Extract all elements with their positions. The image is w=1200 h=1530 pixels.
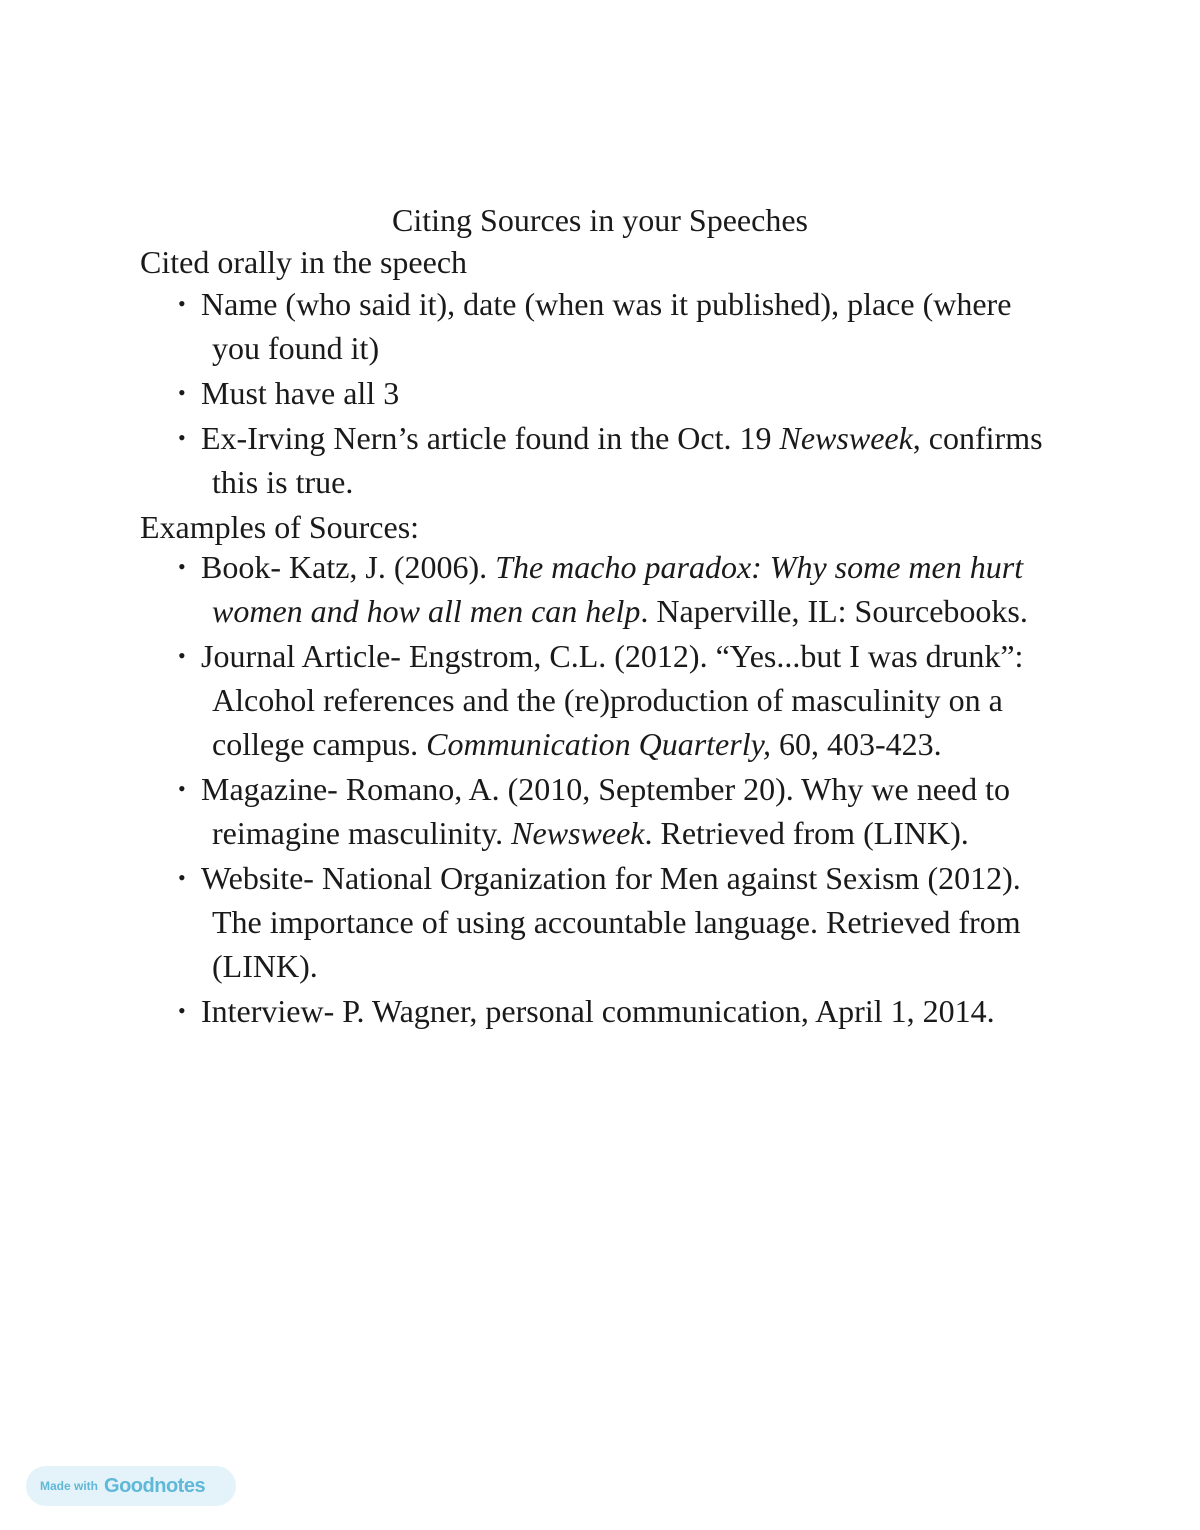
list-item xyxy=(0,856,1200,988)
text-run: Journal Article- Engstrom, C.L. (2012). “Yes...but I was drunk”: Alcohol references and the (re)production of masculinity on a college campus. xyxy=(201,638,1024,762)
list-item xyxy=(0,545,1200,633)
text-run: Website- National Organization for Men against Sexism (2012). The importance of using accountable language. Retrieved from (LINK). xyxy=(201,860,1021,984)
watermark-prefix: Made with xyxy=(40,1479,99,1493)
text-run: Name (who said it), date (when was it published), place (where you found it) xyxy=(201,286,1012,366)
bullet-icon: • xyxy=(178,425,186,450)
bullet-icon: • xyxy=(178,865,186,890)
bullet-icon: • xyxy=(178,998,186,1023)
list-item-text xyxy=(201,375,399,411)
text-run: Must have all 3 xyxy=(201,375,400,411)
text-run: . Naperville, IL: Sourcebooks. xyxy=(640,593,1028,629)
section-heading-cited-orally: Cited orally in the speech xyxy=(140,244,468,280)
bullet-icon: • xyxy=(178,554,186,579)
section-heading-examples: Examples of Sources: xyxy=(140,509,420,545)
text-run: 60, 403-423. xyxy=(771,726,942,762)
list-item xyxy=(0,371,1200,415)
list-item-text xyxy=(201,771,1010,851)
text-run: , confirms this is true. xyxy=(212,420,1043,500)
list-item-text xyxy=(201,286,1011,366)
text-run: Book- Katz, J. (2006). xyxy=(201,549,496,585)
list-item-text xyxy=(201,993,995,1029)
list-item-text xyxy=(201,860,1021,984)
list-item xyxy=(0,767,1200,855)
text-run: Interview- P. Wagner, personal communication, April 1, 2014. xyxy=(201,993,995,1029)
italic-title: Newsweek xyxy=(779,420,913,456)
list-item-text xyxy=(201,549,1028,629)
list-item-text xyxy=(201,638,1023,762)
text-run: . Retrieved from (LINK). xyxy=(644,815,969,851)
examples-list xyxy=(0,545,1200,1034)
list-item xyxy=(0,634,1200,766)
italic-title: The macho paradox: Why some men hurt women and how all men can help xyxy=(212,549,1024,629)
text-run: Ex-Irving Nern’s article found in the Oct. 19 xyxy=(201,420,780,456)
bullet-icon: • xyxy=(178,380,186,405)
text-run: Magazine- Romano, A. (2010, September 20). Why we need to reimagine masculinity. xyxy=(201,771,1010,851)
list-item xyxy=(0,282,1200,370)
page-title: Citing Sources in your Speeches xyxy=(392,202,808,238)
list-item xyxy=(0,416,1200,504)
bullet-icon: • xyxy=(178,776,186,801)
goodnotes-watermark xyxy=(26,1466,236,1506)
list-item-text xyxy=(201,420,1043,500)
italic-title: Communication Quarterly, xyxy=(426,726,772,762)
italic-title: Newsweek xyxy=(511,815,645,851)
bullet-icon: • xyxy=(178,291,186,316)
cited-orally-list xyxy=(0,282,1200,505)
bullet-icon: • xyxy=(178,643,186,668)
watermark-brand: Goodnotes xyxy=(104,1474,206,1497)
list-item xyxy=(0,989,1200,1033)
